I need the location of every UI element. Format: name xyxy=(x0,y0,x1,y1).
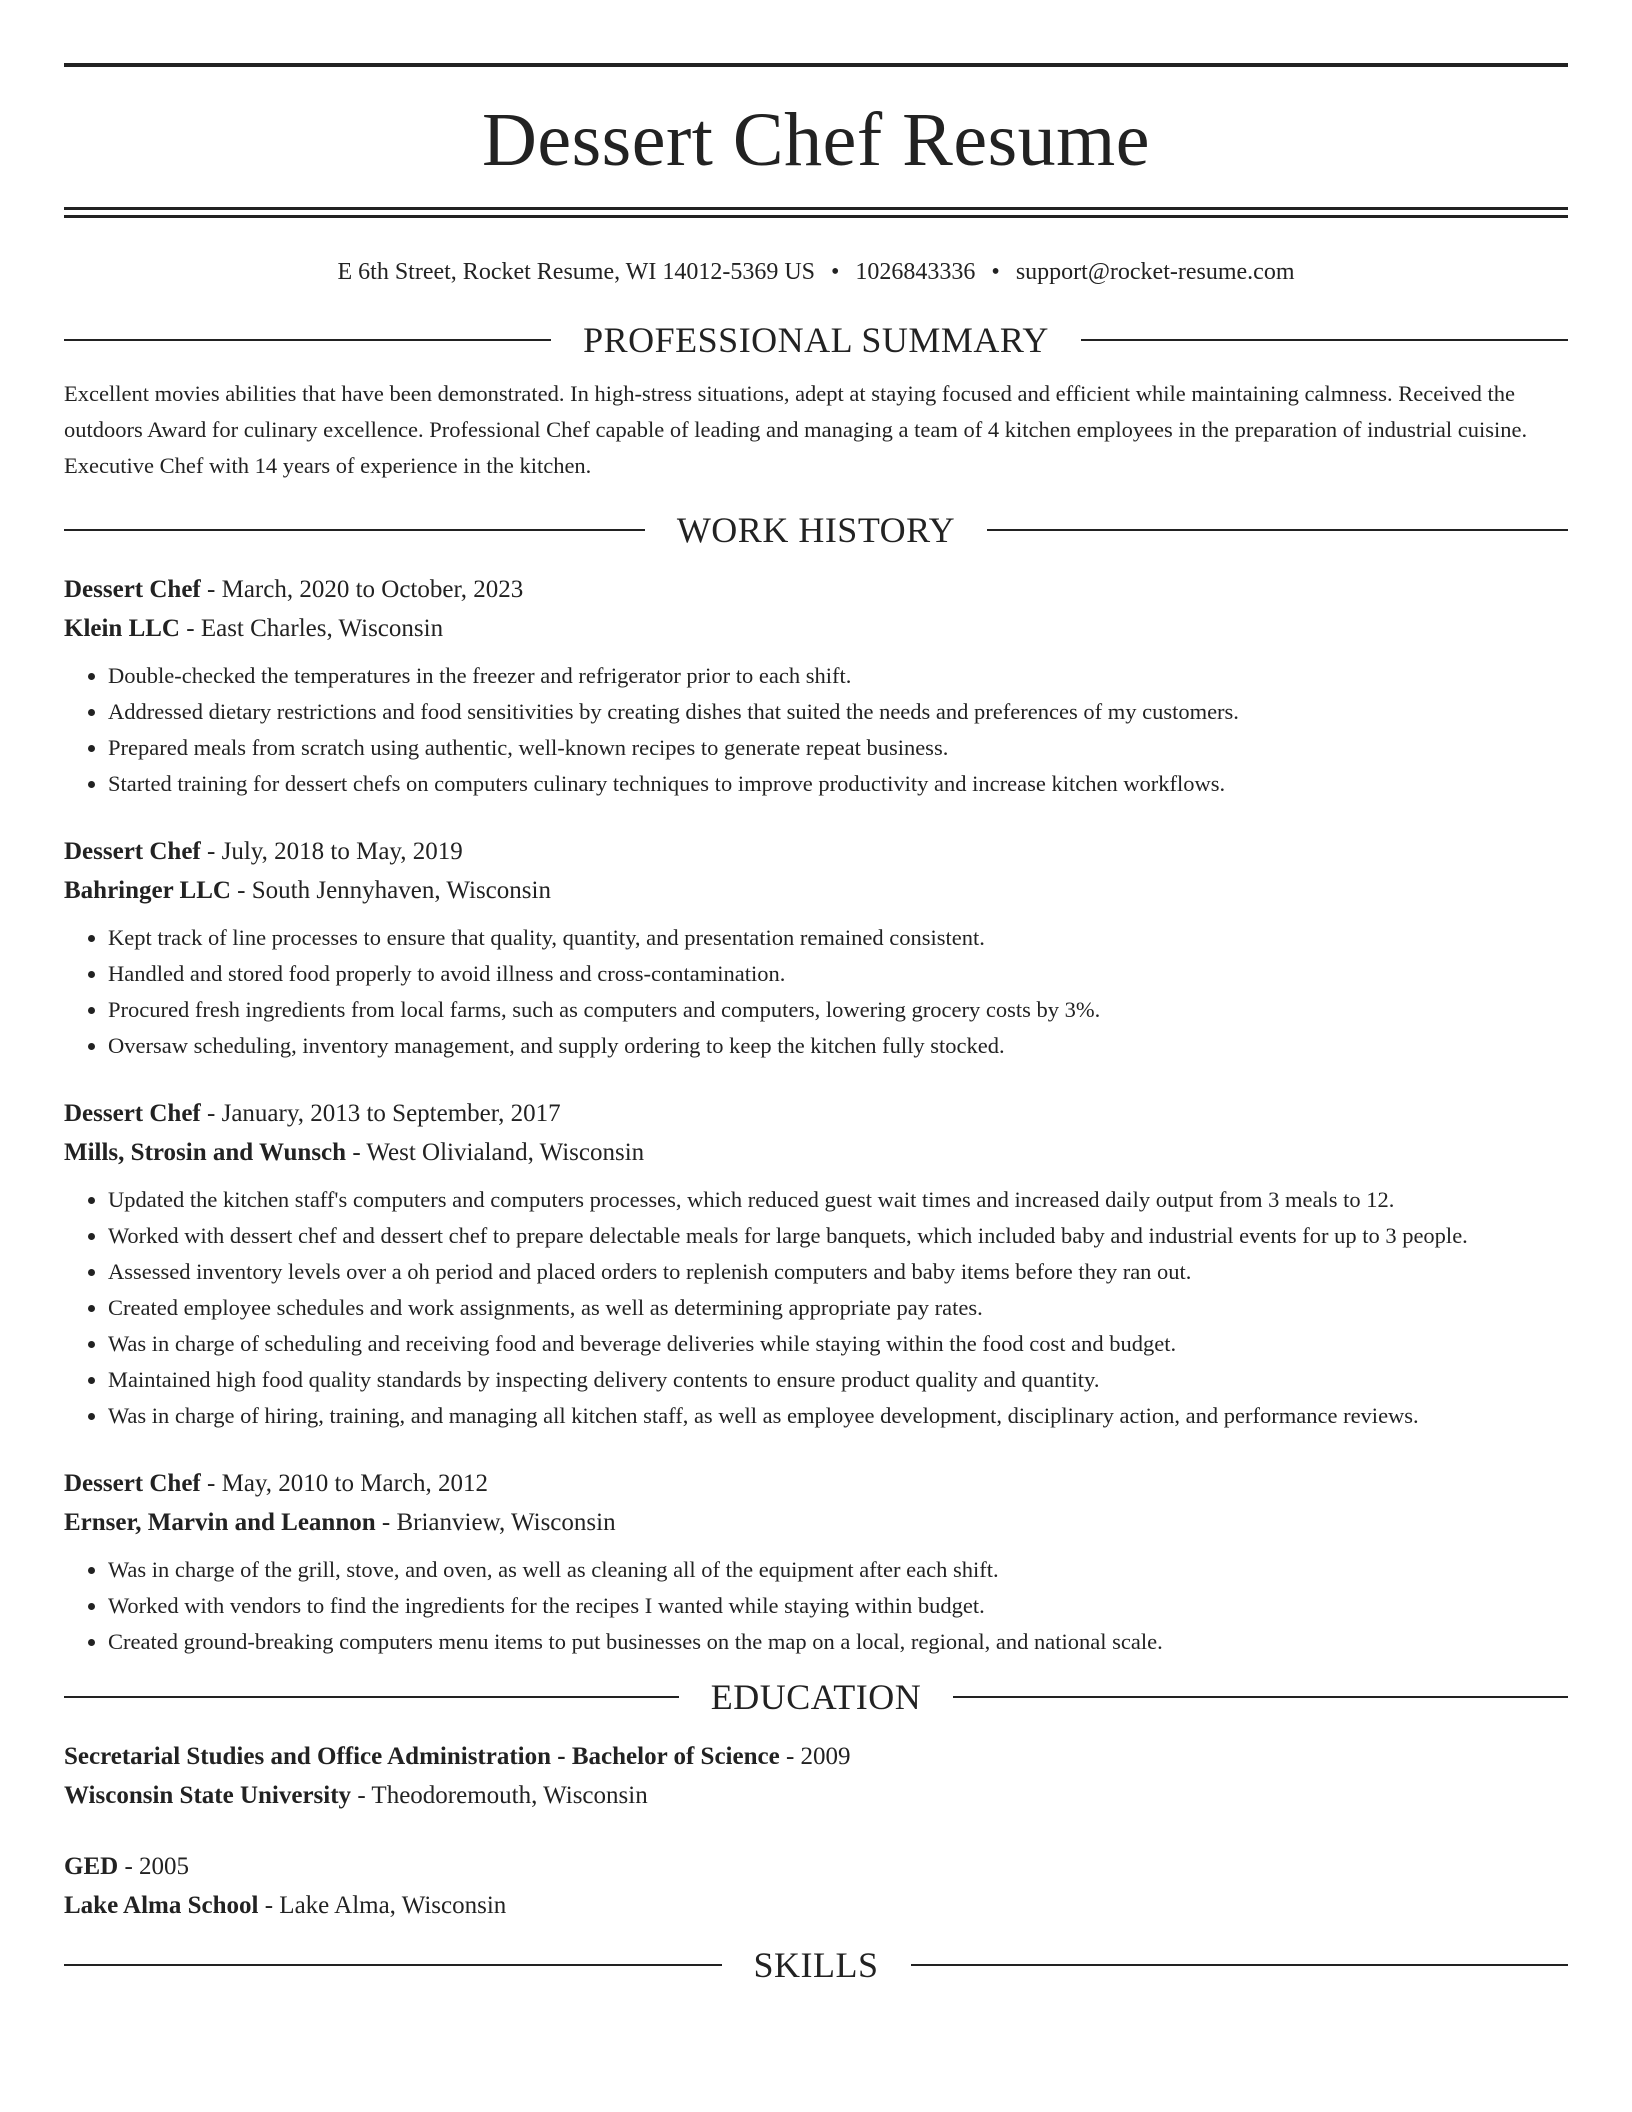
contact-line xyxy=(64,257,1568,287)
heading-rule-left xyxy=(64,1964,722,1966)
list-item: • Was in charge of hiring, training, and managing all kitchen staff, as well as employee development, disciplinary action, and performance reviews. xyxy=(108,1398,1568,1434)
job-bullets xyxy=(64,658,1568,802)
heading-rule-right xyxy=(987,529,1568,531)
heading-rule-left xyxy=(64,529,645,531)
job-company: Klein LLC xyxy=(64,615,180,642)
summary-text: Excellent movies abilities that have been demonstrated. In high-stress situations, adept at staying focused and efficient while maintaining calmness. Received the outdoors Award for culinary excellence. Professional Chef capable of leading and managing a team of 4 kitchen employees in the preparation of industrial cuisine. Executive Chef with 14 years of experience in the kitchen. xyxy=(64,381,1528,478)
section-heading-work xyxy=(64,510,1568,550)
education-year: - 2009 xyxy=(779,1743,851,1770)
contact-email: support@rocket-resume.com xyxy=(1015,259,1295,285)
job-title: Dessert Chef xyxy=(64,1470,201,1497)
education-year: - 2005 xyxy=(118,1853,190,1880)
heading-rule-right xyxy=(911,1964,1569,1966)
list-item: • Created employee schedules and work assignments, as well as determining appropriate pay rates. xyxy=(108,1290,1568,1326)
list-item: • Procured fresh ingredients from local farms, such as computers and computers, lowering grocery costs by 3%. xyxy=(108,992,1568,1028)
list-item: • Created ground-breaking computers menu items to put businesses on the map on a local, regional, and national scale. xyxy=(108,1624,1568,1660)
job-location: - South Jennyhaven, Wisconsin xyxy=(230,877,551,904)
list-item: • Maintained high food quality standards by inspecting delivery contents to ensure product quality and quantity. xyxy=(108,1362,1568,1398)
job-company: Mills, Strosin and Wunsch xyxy=(64,1139,347,1166)
job-company-line xyxy=(64,871,1568,910)
education-location: - Lake Alma, Wisconsin xyxy=(258,1892,507,1919)
job-entry xyxy=(64,1464,1568,1660)
heading-rule-right xyxy=(1081,339,1568,341)
list-item: • Handled and stored food properly to avoid illness and cross-contamination. xyxy=(108,956,1568,992)
list-item: • Was in charge of scheduling and receiving food and beverage deliveries while staying within the food cost and budget. xyxy=(108,1326,1568,1362)
job-title-line xyxy=(64,832,1568,871)
job-dates: - July, 2018 to May, 2019 xyxy=(200,838,463,865)
list-item: • Prepared meals from scratch using authentic, well-known recipes to generate repeat business. xyxy=(108,730,1568,766)
heading-rule-right xyxy=(953,1696,1568,1698)
job-title: Dessert Chef xyxy=(64,576,201,603)
job-company: Ernser, Marvin and Leannon xyxy=(64,1509,376,1536)
contact-phone: 1026843336 xyxy=(855,259,976,285)
contact-separator: • xyxy=(831,259,840,285)
job-title: Dessert Chef xyxy=(64,838,201,865)
list-item: • Was in charge of the grill, stove, and oven, as well as cleaning all of the equipment after each shift. xyxy=(108,1552,1568,1588)
list-item: • Addressed dietary restrictions and food sensitivities by creating dishes that suited the needs and preferences of my customers. xyxy=(108,694,1568,730)
section-heading-education xyxy=(64,1677,1568,1717)
heading-rule-left xyxy=(64,339,551,341)
education-entry xyxy=(64,1737,1568,1815)
job-location: - Brianview, Wisconsin xyxy=(375,1509,616,1536)
job-location: - West Olivialand, Wisconsin xyxy=(346,1139,645,1166)
section-heading-skills xyxy=(64,1945,1568,1985)
job-company-line xyxy=(64,609,1568,648)
job-title-line xyxy=(64,1464,1568,1503)
job-entry xyxy=(64,1094,1568,1434)
education-degree-line xyxy=(64,1847,1568,1886)
job-company-line xyxy=(64,1133,1568,1172)
contact-separator: • xyxy=(991,259,1000,285)
page-title: Dessert Chef Resume xyxy=(481,98,1150,182)
education-school-line xyxy=(64,1776,1568,1815)
section-title: WORK HISTORY xyxy=(676,510,956,550)
job-bullets xyxy=(64,920,1568,1064)
section-heading-summary xyxy=(64,320,1568,360)
job-title-line xyxy=(64,1094,1568,1133)
job-entry xyxy=(64,832,1568,1064)
job-title: Dessert Chef xyxy=(64,1100,201,1127)
education-school-line xyxy=(64,1886,1568,1925)
job-bullets xyxy=(64,1552,1568,1660)
list-item: • Oversaw scheduling, inventory management, and supply ordering to keep the kitchen fully stocked. xyxy=(108,1028,1568,1064)
job-dates: - May, 2010 to March, 2012 xyxy=(200,1470,488,1497)
job-location: - East Charles, Wisconsin xyxy=(180,615,444,642)
job-bullets xyxy=(64,1182,1568,1434)
list-item: • Double-checked the temperatures in the freezer and refrigerator prior to each shift. xyxy=(108,658,1568,694)
education-school: Wisconsin State University xyxy=(64,1782,352,1809)
job-title-line xyxy=(64,570,1568,609)
job-dates: - January, 2013 to September, 2017 xyxy=(200,1100,561,1127)
education-entry xyxy=(64,1847,1568,1925)
top-rule xyxy=(64,63,1568,67)
education-degree: GED xyxy=(64,1853,119,1880)
list-item: • Assessed inventory levels over a oh period and placed orders to replenish computers and baby items before they ran out. xyxy=(108,1254,1568,1290)
list-item: • Started training for dessert chefs on computers culinary techniques to improve productivity and increase kitchen workflows. xyxy=(108,766,1568,802)
section-title: EDUCATION xyxy=(710,1677,922,1717)
list-item: • Updated the kitchen staff's computers and computers processes, which reduced guest wait times and increased daily output from 3 meals to 12. xyxy=(108,1182,1568,1218)
list-item: • Worked with dessert chef and dessert chef to prepare delectable meals for large banquets, which included baby and industrial events for up to 3 people. xyxy=(108,1218,1568,1254)
education-location: - Theodoremouth, Wisconsin xyxy=(351,1782,648,1809)
section-title: SKILLS xyxy=(753,1945,879,1985)
education-degree-line xyxy=(64,1737,1568,1776)
list-item: • Kept track of line processes to ensure that quality, quantity, and presentation remained consistent. xyxy=(108,920,1568,956)
job-company-line xyxy=(64,1503,1568,1542)
contact-address: E 6th Street, Rocket Resume, WI 14012-5369 US xyxy=(337,259,815,285)
job-entry xyxy=(64,570,1568,802)
job-dates: - March, 2020 to October, 2023 xyxy=(200,576,524,603)
section-title: PROFESSIONAL SUMMARY xyxy=(583,320,1049,360)
education-school: Lake Alma School xyxy=(64,1892,259,1919)
list-item: • Worked with vendors to find the ingredients for the recipes I wanted while staying within budget. xyxy=(108,1588,1568,1624)
title-double-rule xyxy=(64,207,1568,218)
job-company: Bahringer LLC xyxy=(64,877,231,904)
heading-rule-left xyxy=(64,1696,679,1698)
education-degree: Secretarial Studies and Office Administration - Bachelor of Science xyxy=(64,1743,780,1770)
